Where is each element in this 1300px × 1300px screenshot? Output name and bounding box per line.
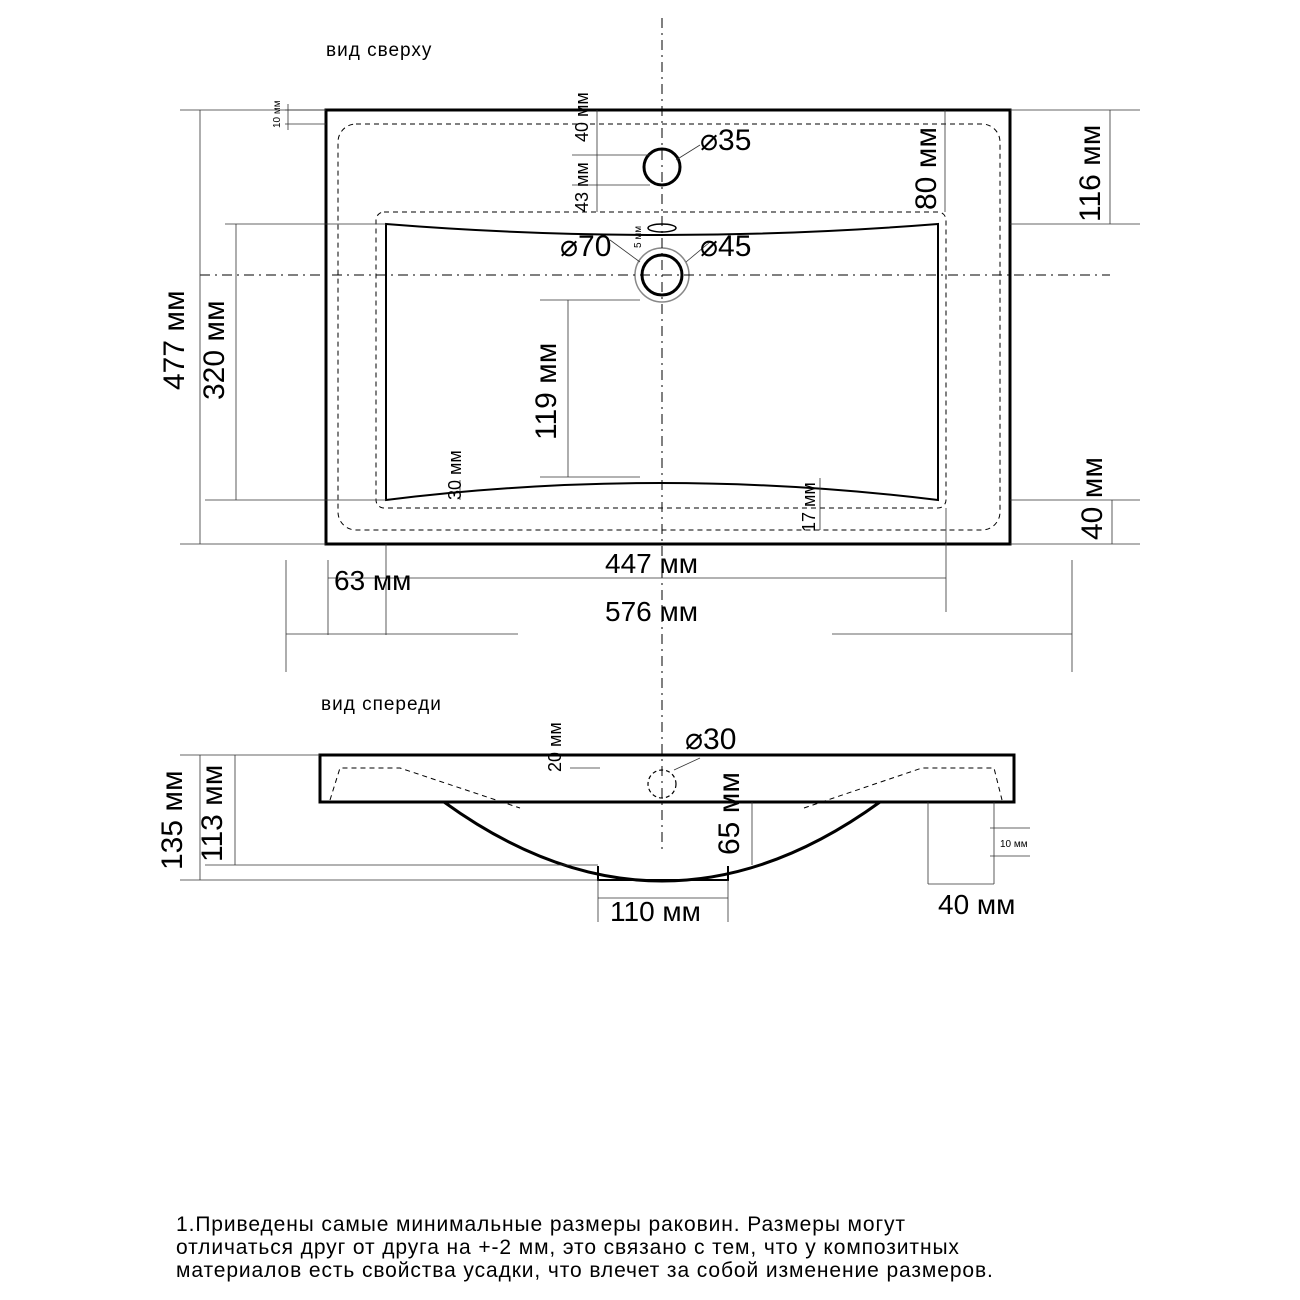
dim-80: 80 мм	[910, 127, 943, 210]
front-view-caption: вид спереди	[321, 694, 442, 715]
dim-40-right: 40 мм	[1076, 457, 1109, 540]
dim-43: 43 мм	[572, 162, 592, 212]
front-view-outline	[320, 755, 1014, 881]
dim-17: 17 мм	[799, 482, 819, 532]
dim-576: 576 мм	[605, 596, 698, 627]
dim-10-front: 10 мм	[1000, 839, 1028, 850]
center-lines	[200, 18, 1110, 850]
dim-477: 477 мм	[158, 290, 191, 390]
dim-135: 135 мм	[156, 770, 189, 870]
dia-35-label: ⌀35	[700, 124, 752, 157]
dim-63: 63 мм	[334, 565, 412, 596]
dim-119: 119 мм	[530, 342, 563, 440]
dim-447: 447 мм	[605, 548, 698, 579]
dia-45-label: ⌀45	[700, 230, 752, 263]
dim-110: 110 мм	[610, 896, 701, 927]
footnote-line-3: материалов есть свойства усадки, что влечет за собой изменение размеров.	[176, 1259, 994, 1282]
top-view-caption: вид сверху	[326, 40, 433, 61]
dim-116: 116 мм	[1074, 124, 1107, 222]
dim-113: 113 мм	[196, 764, 229, 862]
dia-70-label: ⌀70	[560, 230, 612, 263]
dim-30: 30 мм	[445, 450, 465, 500]
dimension-lines	[180, 104, 1140, 672]
dim-5: 5 мм	[633, 225, 644, 248]
dim-65: 65 мм	[713, 772, 746, 855]
dim-320: 320 мм	[198, 300, 231, 400]
dim-40-front: 40 мм	[938, 889, 1016, 920]
footnote-line-1: 1.Приведены самые минимальные размеры раковин. Размеры могут	[176, 1213, 906, 1236]
footnote	[176, 1213, 994, 1282]
dim-40-top: 40 мм	[572, 92, 592, 142]
top-view-outline	[326, 110, 1010, 544]
dia-30-label: ⌀30	[685, 723, 737, 756]
footnote-line-2: отличаться друг от друга на +-2 мм, это связано с тем, что у композитных	[176, 1236, 960, 1259]
dim-20: 20 мм	[545, 722, 565, 772]
dim-10-top: 10 мм	[272, 100, 283, 128]
